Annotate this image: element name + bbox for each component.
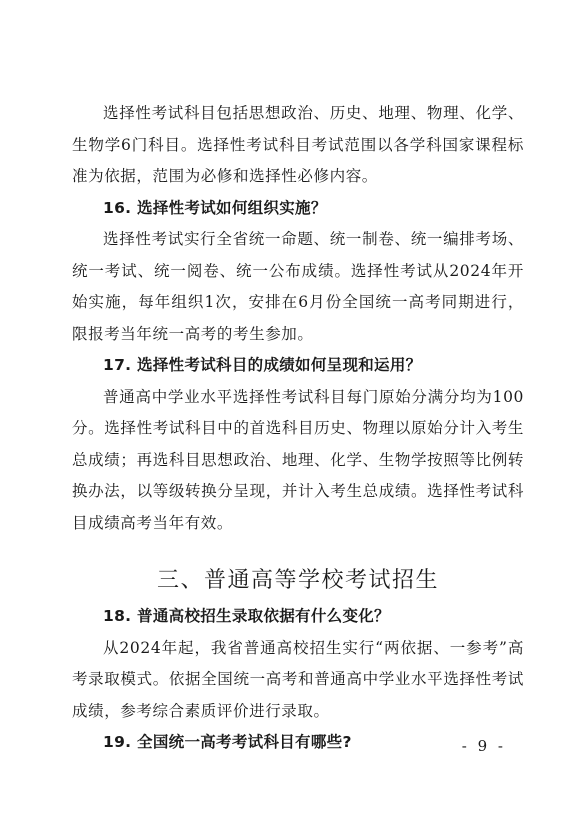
paragraph-subjects: 选择性考试科目包括思想政治、历史、地理、物理、化学、生物学6门科目。选择性考试科目考试范围以各学科国家课程标准为依据，范围为必修和选择性必修内容。 xyxy=(72,104,524,185)
question-19-heading: 19. 全国统一高考考试科目有哪些? xyxy=(103,733,352,751)
paragraph-score-usage: 普通高中学业水平选择性考试科目每门原始分满分均为100分。选择性考试科目中的首选科目历史、物理以原始分计入考生总成绩；再选科目思想政治、地理、化学、生物学按照等比例转换办法，以等级转换分呈现，并计入考生总成绩。选择性考试科目成绩高考当年有效。 xyxy=(72,387,524,532)
section-heading-admissions: 三、普通高等学校考试招生 xyxy=(156,568,439,593)
question-17-heading: 17. 选择性考试科目的成绩如何呈现和运用？ xyxy=(103,356,422,374)
paragraph-admission-basis: 从2024年起，我省普通高校招生实行“两依据、一参考”高考录取模式。依据全国统一高考和普通高中学业水平选择性考试成绩，参考综合素质评价进行录取。 xyxy=(72,638,524,720)
page-number: - 9 - xyxy=(461,737,506,755)
question-18-heading: 18. 普通高校招生录取依据有什么变化？ xyxy=(103,607,390,625)
paragraph-organization: 选择性考试实行全省统一命题、统一制卷、统一编排考场、统一考试、统一阅卷、统一公布成绩。选择性考试从2024年开始实施，每年组织1次，安排在6月份全国统一高考同期进行，限报考当年统一高考的考生参加。 xyxy=(72,230,524,343)
document-body xyxy=(72,98,524,759)
question-16-heading: 16. 选择性考试如何组织实施？ xyxy=(103,198,327,217)
